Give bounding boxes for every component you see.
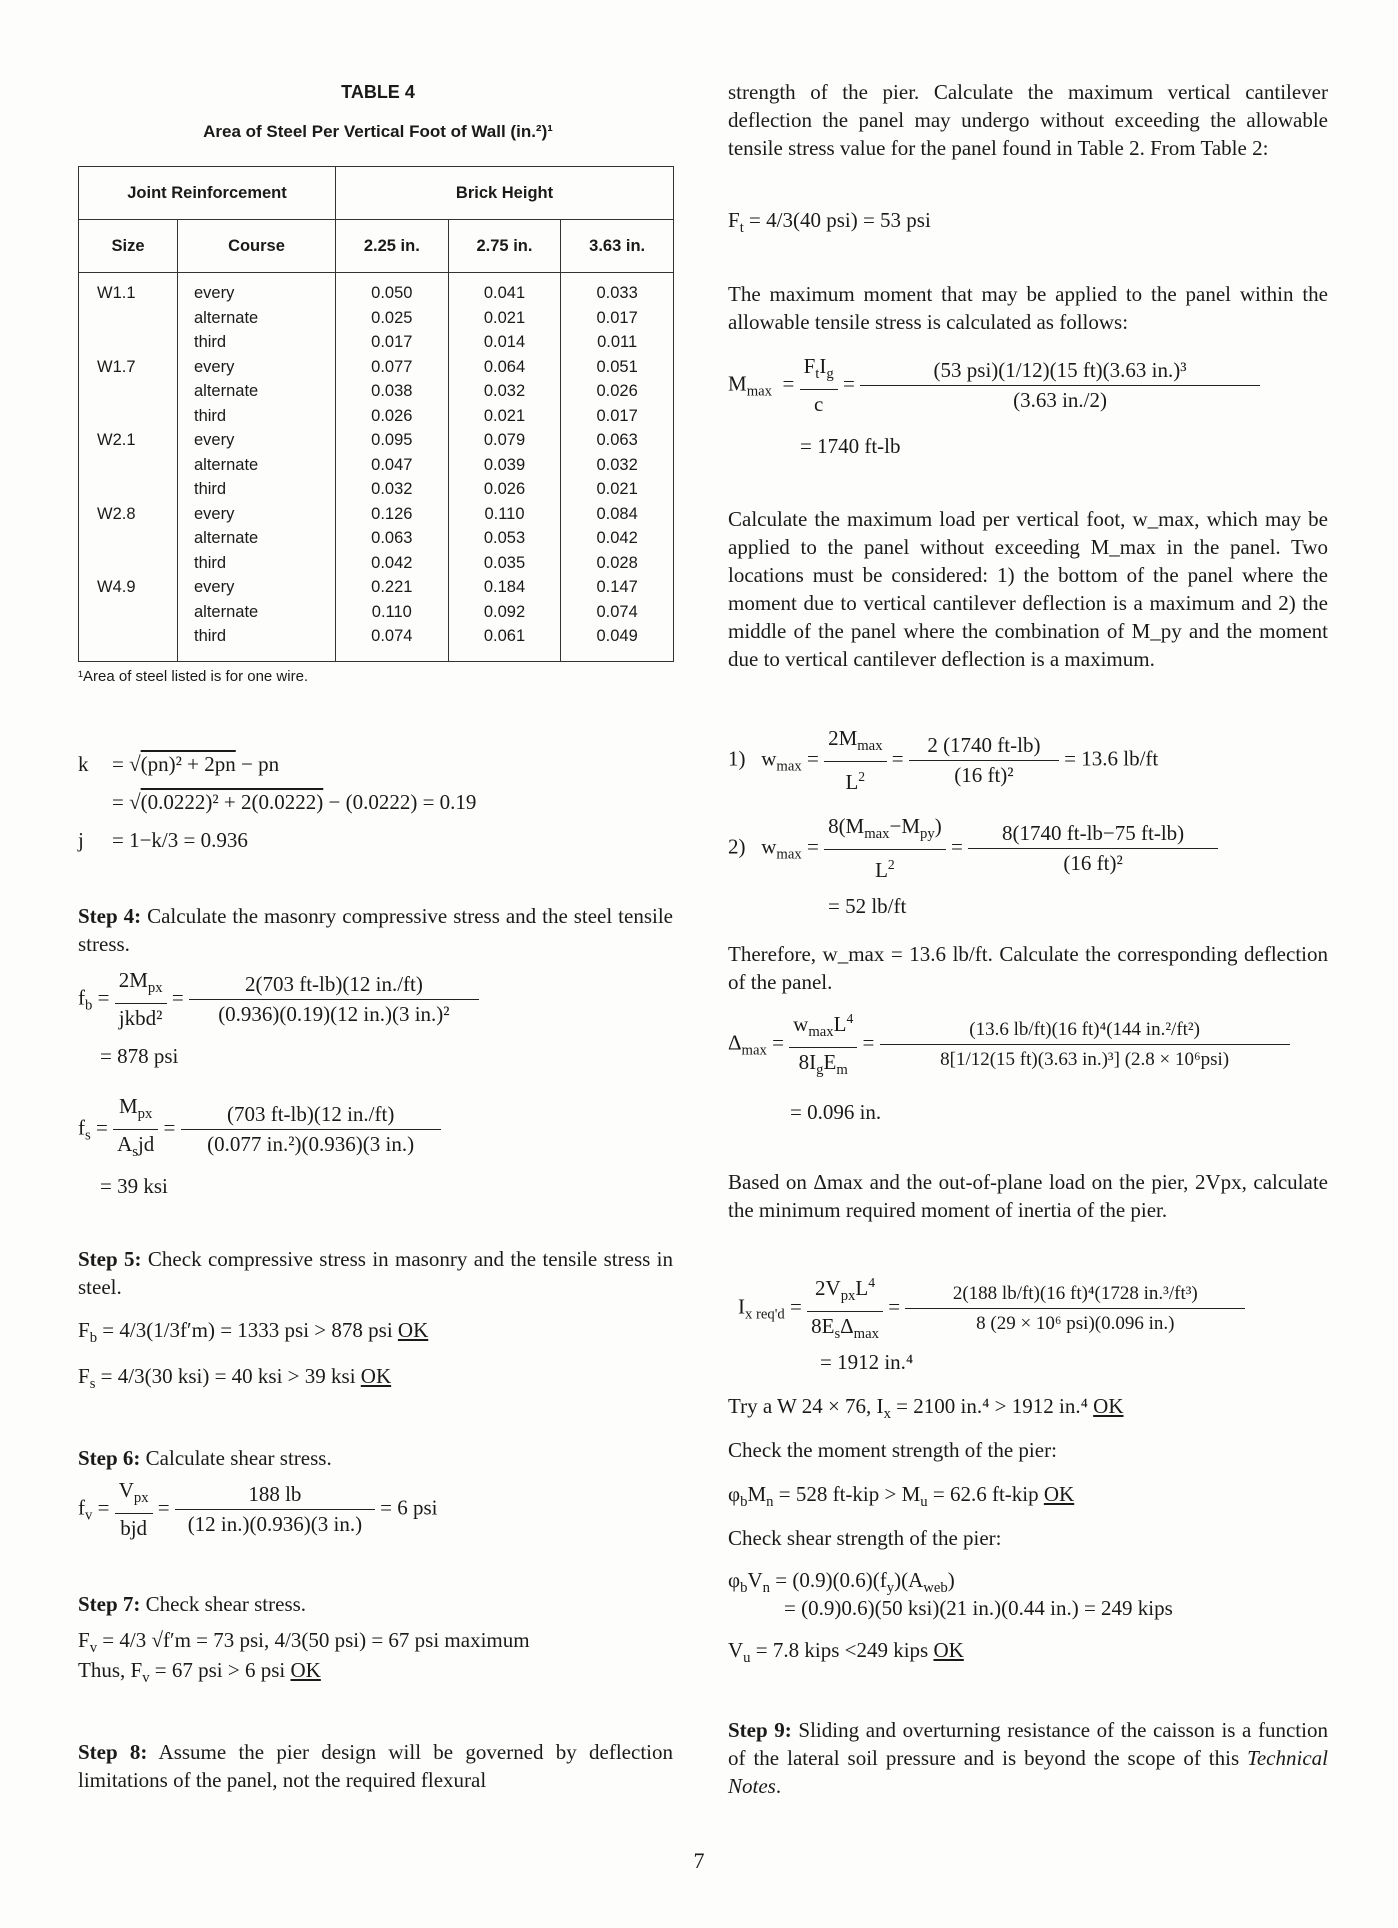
- table-cell-value: 0.021: [596, 480, 638, 498]
- col-header-225: 2.25 in.: [336, 220, 449, 273]
- case2-equation: 2) $w_{max}$ = $\frac{8(M_{max}-M_{py})}{L^2}$ = $\frac{8(1740 ft-lb-75 ft-lb)}{\text{(16 ft)²}}$: [728, 812, 1218, 885]
- table-cell-value: 0.026: [596, 382, 638, 400]
- delta-equation: $\Delta_{max}$ = $\frac{w_{max}L^4}{8I_gE_m}$ = $\frac{\text{(13.6 lb/ft)(16 ft)⁴(144 in.²/ft²)}}{\text{8[1/12(15 ft)(3.63 in.)³] (2.8 × 10⁶psi)}}$: [728, 1004, 1290, 1085]
- step9-paragraph: Step 9: Sliding and overturning resistance of the caisson is a function of the lateral soil pressure and is beyond the scope of this Technical Notes.: [728, 1718, 1328, 1798]
- based-on-paragraph: Based on Δmax and the out-of-plane load on the pier, 2Vpx, calculate the minimum required moment of inertia of the pier.: [728, 1170, 1328, 1222]
- table-cell-value: 0.051: [596, 357, 638, 376]
- table-cell-value: 0.221: [371, 578, 413, 596]
- fb-equation: $f_b$ = $\frac{2M_{px}}{\text{jkbd²}}$ = $\frac{2(703 ft-lb)(12 in./ft)}{\text{(0.936)(0.19)(12 in.)(3 in.)²}}$: [78, 966, 479, 1033]
- table-cell-value: 0.032: [371, 480, 413, 498]
- delta-result: = 0.096 in.: [790, 1100, 882, 1124]
- group-header-brick: Brick Height: [336, 167, 674, 220]
- table-cell-value: 0.021: [483, 308, 526, 327]
- table-cell-value: 0.064: [483, 357, 526, 376]
- col-header-275: 2.75 in.: [448, 220, 561, 273]
- table-cell-value: 0.047: [371, 455, 413, 474]
- table-cell-value: 0.074: [371, 627, 413, 645]
- h363-column: [561, 273, 674, 662]
- mmax-result: = 1740 ft-lb: [800, 434, 901, 458]
- table-caption: Area of Steel Per Vertical Foot of Wall (in.²)¹: [203, 122, 553, 141]
- table-cell-size: [97, 477, 177, 502]
- table-cell-value: 0.026: [483, 480, 526, 498]
- ok-mark: OK: [290, 1658, 321, 1682]
- table-cell-course: third: [194, 627, 227, 645]
- table-cell-size: W2.1: [97, 431, 136, 449]
- table-cell-size: [97, 379, 177, 404]
- table-cell-course: every: [194, 578, 235, 596]
- moment-strength-line: $\varphi_bM_n = 528$ $ft-kip > M_u = 62.6$ ft-kip OK: [728, 1482, 1075, 1511]
- table-cell-value: 0.147: [596, 578, 638, 596]
- table-cell-course: third: [194, 553, 227, 572]
- table-cell-value: 0.041: [483, 284, 526, 302]
- table-cell-value: 0.042: [371, 553, 413, 572]
- table-cell-size: [97, 330, 177, 355]
- table-cell-value: 0.053: [483, 529, 526, 547]
- table-cell-value: 0.049: [596, 627, 638, 645]
- table-cell-size: [97, 526, 177, 551]
- table-cell-value: 0.077: [371, 357, 413, 376]
- j-equation: j = 1−k/3 = 0.936: [78, 828, 248, 852]
- try-section-line: Try a W 24 × 76, $I_x = 2100$ in.⁴ > 1912 in.⁴ OK: [728, 1394, 1124, 1423]
- table-label: TABLE 4: [341, 82, 415, 102]
- moment-intro: The maximum moment that may be applied to the panel within the allowable tensile stress is calculated as follows:: [728, 282, 1328, 334]
- h225-column: [336, 273, 449, 662]
- intro-paragraph: strength of the pier. Calculate the maximum vertical cantilever deflection the panel may undergo without exceeding the allowable tensile stress value for the panel found in Table 2. From Table 2:: [728, 80, 1328, 160]
- ok-mark: OK: [933, 1638, 964, 1662]
- table-cell-value: 0.017: [371, 333, 413, 351]
- col-header-363: 3.63 in.: [561, 220, 674, 273]
- table-cell-value: 0.038: [371, 382, 413, 400]
- Fb-check: $F_b = 4/3(1/3f'm) = 1333$ psi > 878 psi OK: [78, 1318, 429, 1347]
- k-equation: k = √(pn)² + 2pn − pn: [78, 752, 280, 776]
- mmax-equation: $M_{max}$ = $\frac{F_tI_g}{c}$ = $\frac{\text{(53 psi)(1/12)(15 ft)(3.63 in.)³}}{(3.63 in./2)}$: [728, 352, 1260, 419]
- size-column: [79, 273, 178, 662]
- Fv-thus: Thus, $F_v = 67$ psi > 6 psi OK: [78, 1658, 321, 1687]
- table-cell-size: [97, 404, 177, 429]
- page-number: 7: [693, 1848, 705, 1873]
- table-cell-value: 0.110: [484, 504, 525, 523]
- ix-result: = 1912 in.⁴: [820, 1350, 914, 1374]
- table-cell-value: 0.042: [596, 529, 638, 547]
- Fv-equation: $F_v = 4/3$ √f′m = 73 psi, 4/3(50 psi) = 67 psi maximum: [78, 1628, 530, 1657]
- ok-mark: OK: [360, 1364, 392, 1388]
- load-intro: Calculate the maximum load per vertical foot, w_max, which may be applied to the panel without exceeding M_max in the panel. Two locations must be considered: 1) the bottom of the panel where the moment due to vertical cantilever deflection is a maximum and 2) the middle of the panel where the combination of M_py and the moment due to vertical cantilever deflection is a maximum.: [728, 507, 1328, 671]
- table-cell-size: W1.1: [97, 284, 136, 302]
- table-cell-size: [97, 624, 177, 649]
- fs-equation: $f_s$ = $\frac{M_{px}}{A_sjd}$ = $\frac{(703 ft-lb)(12 in./ft)}{\text{(0.077 in.²)(0.936)(3 in.)}}$: [78, 1092, 441, 1167]
- table-cell-course: alternate: [194, 308, 259, 327]
- table-cell-value: 0.184: [483, 578, 526, 596]
- table-cell-size: [97, 306, 177, 331]
- col-header-course: Course: [178, 220, 336, 273]
- table-cell-course: alternate: [194, 602, 259, 621]
- col-header-size: Size: [79, 220, 178, 273]
- table-footnote: ¹Area of steel listed is for one wire.: [78, 668, 309, 685]
- table-cell-course: alternate: [194, 382, 259, 400]
- table-body-row: [79, 273, 674, 662]
- table-cell-value: 0.050: [371, 284, 413, 302]
- fb-result: = 878 psi: [100, 1044, 179, 1068]
- table-cell-value: 0.110: [371, 602, 412, 621]
- table-cell-course: third: [194, 406, 227, 425]
- shear-strength-line2: = (0.9)0.6)(50 ksi)(21 in.)(0.44 in.) = 249 kips: [784, 1596, 1173, 1620]
- shear-strength-line1: $\varphi_bV_n = (0.9)(0.6)(f_y)(A_{web})$: [728, 1568, 955, 1597]
- table-cell-course: alternate: [194, 529, 259, 547]
- ok-mark: OK: [1093, 1394, 1124, 1418]
- fs-result: = 39 ksi: [100, 1174, 168, 1198]
- table-cell-size: [97, 600, 177, 625]
- table-cell-size: W4.9: [97, 578, 136, 596]
- group-header-joint: Joint Reinforcement: [79, 167, 336, 220]
- table-cell-course: third: [194, 333, 227, 351]
- table-cell-course: every: [194, 431, 235, 449]
- table-cell-value: 0.084: [596, 504, 638, 523]
- table-cell-course: every: [194, 284, 235, 302]
- course-column: [178, 273, 336, 662]
- table-cell-value: 0.063: [596, 431, 638, 449]
- table-cell-value: 0.079: [483, 431, 526, 449]
- table-cell-value: 0.092: [483, 602, 526, 621]
- check-shear-label: Check shear strength of the pier:: [728, 1526, 1002, 1550]
- table-cell-size: W1.7: [97, 357, 136, 376]
- ok-mark: OK: [397, 1318, 429, 1342]
- therefore-paragraph: Therefore, w_max = 13.6 lb/ft. Calculate the corresponding deflection of the panel.: [728, 942, 1328, 994]
- check-moment-label: Check the moment strength of the pier:: [728, 1438, 1057, 1462]
- Fs-check: $F_s = 4/3(30$ ksi) = 40 ksi > 39 ksi OK: [78, 1364, 392, 1393]
- table-cell-value: 0.039: [483, 455, 526, 474]
- table-cell-value: 0.061: [483, 627, 526, 645]
- case1-equation: 1) $w_{max}$ = $\frac{2M_{max}}{L^2}$ = $\frac{2 (1740 ft-lb)}{\text{(16 ft)²}}$ = 13.6 lb/ft: [728, 726, 1159, 795]
- step5-paragraph: Step 5: Check compressive stress in masonry and the tensile stress in steel.: [78, 1247, 674, 1299]
- table-cell-course: third: [194, 480, 227, 498]
- h275-column: [448, 273, 561, 662]
- table-cell-value: 0.074: [596, 602, 638, 621]
- table-cell-value: 0.033: [596, 284, 638, 302]
- table-cell-value: 0.017: [596, 308, 638, 327]
- k-value-equation: = √(0.0222)² + 2(0.0222) − (0.0222) = 0.19: [112, 790, 477, 814]
- fv-equation: $f_v$ = $\frac{V_{px}}{\text{bjd}}$ = $\frac{188 lb}{(12 in.)(0.936)(3 in.)}$ = 6 psi: [78, 1478, 438, 1541]
- table-cell-value: 0.021: [483, 406, 526, 425]
- ix-equation: $I_{x req'd}$ = $\frac{2V_{px}L^4}{8E_s\Delta_{max}}$ = $\frac{\text{2(188 lb/ft)(16 ft)⁴(1728 in.³/ft³)}}{\text{8 (29 × 10⁶ psi)(0.096 in.)}}$: [738, 1268, 1245, 1349]
- step6-paragraph: Step 6: Calculate shear stress.: [78, 1446, 332, 1470]
- table-cell-value: 0.126: [371, 504, 413, 523]
- table-cell-value: 0.095: [371, 431, 413, 449]
- step8-paragraph: Step 8: Assume the pier design will be governed by deflection limitations of the panel, not the required flexural: [78, 1740, 673, 1792]
- table-cell-value: 0.032: [596, 455, 638, 474]
- ok-mark: OK: [1043, 1482, 1075, 1506]
- table-cell-value: 0.028: [596, 553, 638, 572]
- table-cell-size: [97, 551, 177, 576]
- table-cell-value: 0.017: [596, 406, 638, 425]
- Ft-equation: $F_t = 4/3(40$ psi) = 53 psi: [728, 208, 931, 237]
- case2-result: = 52 lb/ft: [828, 894, 907, 918]
- table-cell-value: 0.032: [483, 382, 526, 400]
- table-cell-value: 0.063: [371, 529, 413, 547]
- table-cell-value: 0.026: [371, 406, 413, 425]
- table-cell-course: alternate: [194, 455, 259, 474]
- step7-paragraph: Step 7: Check shear stress.: [78, 1592, 307, 1616]
- table-cell-value: 0.025: [371, 308, 413, 327]
- table-cell-course: every: [194, 357, 235, 376]
- table-cell-value: 0.011: [597, 333, 638, 351]
- step4-paragraph: Step 4: Calculate the masonry compressive stress and the steel tensile stress.: [78, 904, 673, 956]
- table-cell-size: [97, 453, 177, 478]
- vu-check-line: $V_u = 7.8$ kips <249 kips OK: [728, 1638, 964, 1667]
- table-cell-size: W2.8: [97, 504, 136, 523]
- table-cell-value: 0.035: [483, 553, 526, 572]
- table-cell-course: every: [194, 504, 235, 523]
- steel-area-table: [78, 166, 674, 662]
- table-cell-value: 0.014: [483, 333, 526, 351]
